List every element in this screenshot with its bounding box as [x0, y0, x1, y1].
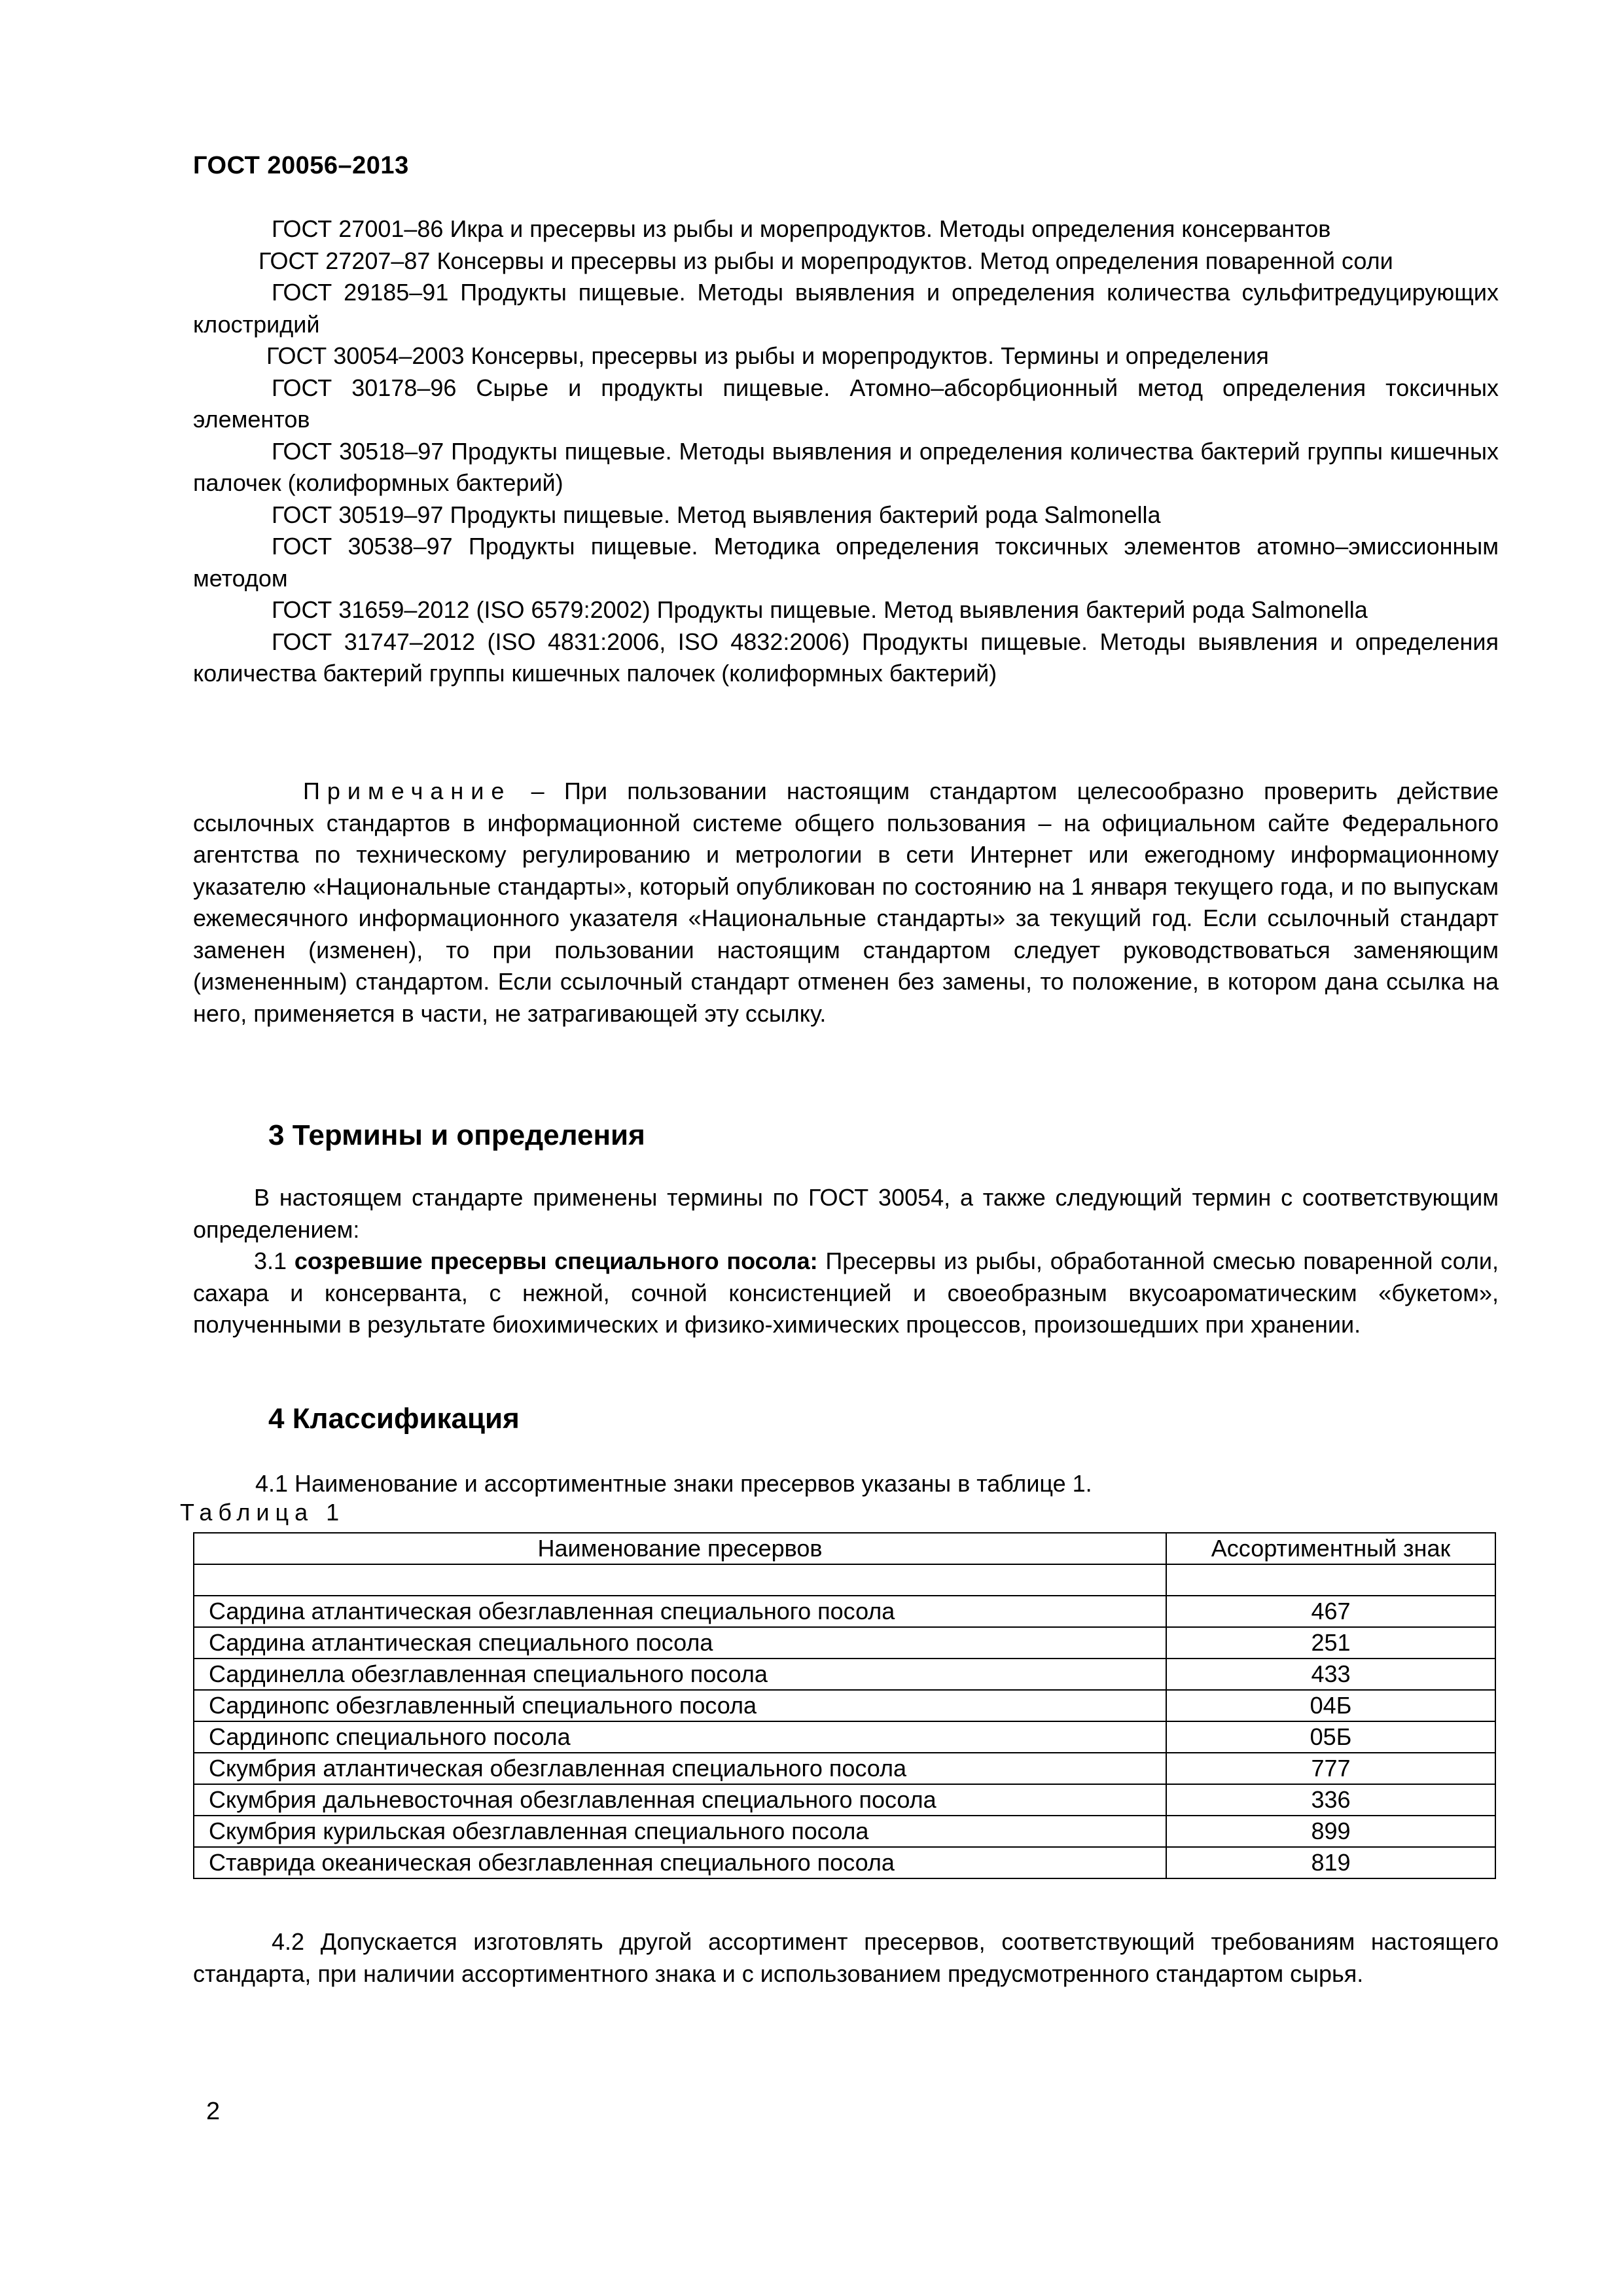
table-cell-empty	[194, 1564, 1166, 1596]
table-header-row	[194, 1533, 1495, 1564]
page-number: 2	[206, 2098, 221, 2125]
terms-intro: В настоящем стандарте применены термины по ГОСТ 30054, а также следующий термин с соответствующим определением:	[193, 1184, 1499, 1243]
section-3-title: 3 Термины и определения	[268, 1119, 645, 1151]
classification-intro: 4.1 Наименование и ассортиментные знаки пресервов указаны в таблице 1.	[255, 1470, 1092, 1497]
assortment-code-cell: 05Б	[1166, 1721, 1495, 1753]
note-text: – При пользовании настоящим стандартом целесообразно проверить действие ссылочных стандартов в информационной системе общего пользования – на официальном сайте Федерального агентства по техническому регулированию и метрологии в сети Интернет или ежегодному информационному указателю «Национальные стандарты», который опубликован по состоянию на 1 января текущего года, и по выпускам ежемесячного информационного указателя «Национальные стандарты» за текущий год. Если ссылочный стандарт заменен (изменен), то при пользовании настоящим стандартом следует руководствоваться заменяющим (измененным) стандартом. Если ссылочный стандарт отменен без замены, то положение, в котором дана ссылка на него, применяется в части, не затрагивающей эту ссылку.	[193, 778, 1499, 1027]
assortment-code-cell: 819	[1166, 1847, 1495, 1878]
standard-header: ГОСТ 20056–2013	[193, 152, 409, 179]
assortment-code-cell: 04Б	[1166, 1690, 1495, 1721]
table-row	[194, 1753, 1495, 1784]
reference-item: ГОСТ 30519–97 Продукты пищевые. Метод выявления бактерий рода Salmonella	[272, 501, 1161, 528]
reference-item: ГОСТ 31659–2012 (ISO 6579:2002) Продукты пищевые. Метод выявления бактерий рода Salmonella	[272, 596, 1368, 623]
column-header-code: Ассортиментный знак	[1166, 1533, 1495, 1564]
table-row	[194, 1784, 1495, 1816]
assortment-table	[193, 1532, 1496, 1879]
note-paragraph	[193, 776, 1499, 1030]
term-number: 3.1	[254, 1247, 294, 1274]
table-row	[194, 1816, 1495, 1847]
term-name: созревшие пресервы специального посола:	[294, 1247, 818, 1274]
table-caption: Таблица 1	[180, 1499, 346, 1526]
assortment-code-cell: 251	[1166, 1627, 1495, 1659]
product-name-cell: Скумбрия дальневосточная обезглавленная специального посола	[194, 1784, 1166, 1816]
product-name-cell: Ставрида океаническая обезглавленная специального посола	[194, 1847, 1166, 1878]
assortment-code-cell: 336	[1166, 1784, 1495, 1816]
reference-item: ГОСТ 30054–2003 Консервы, пресервы из рыбы и морепродуктов. Термины и определения	[266, 342, 1269, 369]
reference-item: ГОСТ 29185–91 Продукты пищевые. Методы выявления и определения количества сульфитредуцирующих клостридий	[193, 279, 1499, 338]
reference-item: ГОСТ 31747–2012 (ISO 4831:2006, ISO 4832:2006) Продукты пищевые. Методы выявления и определения количества бактерий группы кишечных палочек (колиформных бактерий)	[193, 628, 1499, 687]
product-name-cell: Скумбрия курильская обезглавленная специального посола	[194, 1816, 1166, 1847]
term-definition	[193, 1246, 1499, 1341]
table-row	[194, 1847, 1495, 1878]
product-name-cell: Сардина атлантическая обезглавленная специального посола	[194, 1596, 1166, 1627]
reference-item: ГОСТ 27001–86 Икра и пресервы из рыбы и морепродуктов. Методы определения консервантов	[272, 215, 1331, 242]
column-header-name: Наименование пресервов	[194, 1533, 1166, 1564]
reference-item: ГОСТ 30518–97 Продукты пищевые. Методы выявления и определения количества бактерий группы кишечных палочек (колиформных бактерий)	[193, 437, 1499, 496]
table-row	[194, 1627, 1495, 1659]
paragraph-4-2: 4.2 Допускается изготовлять другой ассортимент пресервов, соответствующий требованиям настоящего стандарта, при наличии ассортиментного знака и с использованием предусмотренного стандартом сырья.	[193, 1928, 1499, 1987]
product-name-cell: Сардинопс специального посола	[194, 1721, 1166, 1753]
reference-item: ГОСТ 30178–96 Сырье и продукты пищевые. Атомно–абсорбционный метод определения токсичных элементов	[193, 374, 1499, 433]
table-cell-empty	[1166, 1564, 1495, 1596]
product-name-cell: Сардинелла обезглавленная специального посола	[194, 1659, 1166, 1690]
table-row	[194, 1596, 1495, 1627]
assortment-code-cell: 467	[1166, 1596, 1495, 1627]
table-row	[194, 1659, 1495, 1690]
assortment-code-cell: 777	[1166, 1753, 1495, 1784]
assortment-code-cell: 433	[1166, 1659, 1495, 1690]
table-row	[194, 1721, 1495, 1753]
table-empty-row	[194, 1564, 1495, 1596]
reference-item: ГОСТ 27207–87 Консервы и пресервы из рыбы и морепродуктов. Метод определения поваренной соли	[259, 247, 1393, 274]
product-name-cell: Сардинопс обезглавленный специального посола	[194, 1690, 1166, 1721]
note-label: Примечание	[303, 778, 512, 804]
term-definition-text: Пресервы из рыбы, обработанной смесью поваренной соли, сахара и консерванта, с нежной, сочной консистенцией и своеобразным вкусоароматическим «букетом», полученными в результате биохимических и физико-химических процессов, произошедших при хранении.	[193, 1247, 1499, 1338]
section-4-title: 4 Классификация	[268, 1403, 520, 1435]
assortment-code-cell: 899	[1166, 1816, 1495, 1847]
product-name-cell: Скумбрия атлантическая обезглавленная специального посола	[194, 1753, 1166, 1784]
reference-item: ГОСТ 30538–97 Продукты пищевые. Методика определения токсичных элементов атомно–эмиссионным методом	[193, 533, 1499, 592]
table-row	[194, 1690, 1495, 1721]
product-name-cell: Сардина атлантическая специального посола	[194, 1627, 1166, 1659]
normative-references	[193, 213, 1499, 690]
